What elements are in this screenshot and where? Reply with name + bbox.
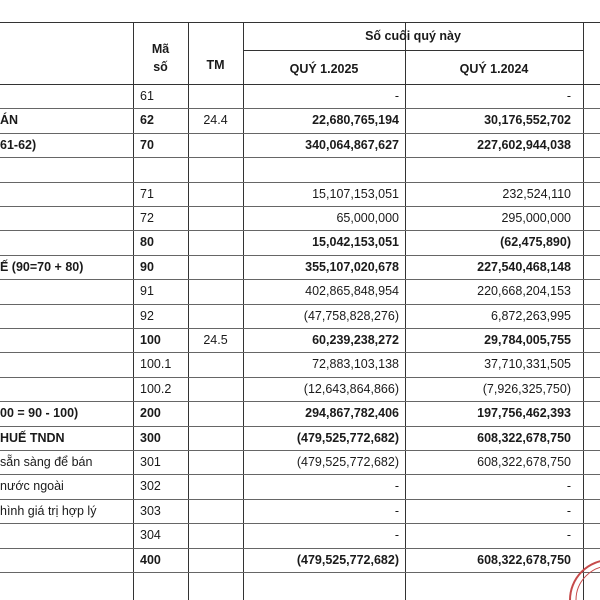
cell-code: 61 — [140, 89, 154, 103]
cell-v2024: - — [566, 479, 571, 494]
cell-code: 300 — [140, 430, 161, 445]
cell-v2025: 60,239,238,272 — [312, 333, 399, 347]
cell-v2024: 232,524,110 — [502, 186, 571, 201]
cell-code: 92 — [140, 308, 154, 323]
row-divider — [0, 255, 600, 256]
cell-v2025: 294,867,782,406 — [305, 406, 399, 421]
cell-tm: 24.5 — [203, 333, 228, 347]
cell-v2024: 197,756,462,393 — [477, 406, 571, 421]
cell-v2024: 295,000,000 — [501, 211, 571, 225]
cell-code: 62 — [140, 113, 154, 128]
cell-code: 400 — [140, 552, 161, 567]
header-so-cuoi-quy-nay: Số cuối quý này — [365, 29, 461, 43]
cell-v2025: 355,107,020,678 — [305, 259, 399, 274]
header-tm: TM — [206, 58, 225, 72]
cell-desc: nước ngoài — [0, 479, 64, 494]
row-divider — [0, 523, 600, 524]
header-quy-2025: QUÝ 1.2025 — [289, 62, 359, 76]
row-divider — [0, 352, 600, 353]
cell-v2025: (47,758,828,276) — [303, 308, 399, 323]
cell-desc: ÁN — [0, 113, 19, 128]
cell-code: 90 — [140, 259, 154, 274]
header-quy-2024: QUÝ 1.2024 — [459, 62, 529, 76]
header-mid-line — [243, 50, 583, 51]
cell-v2025: (12,643,864,866) — [303, 381, 399, 396]
header-ma-so: Mã số — [151, 42, 170, 74]
row-divider — [0, 206, 600, 207]
row-divider — [0, 328, 600, 329]
row-divider — [0, 157, 600, 158]
cell-desc: Ế (90=70 + 80) — [0, 259, 84, 274]
cell-v2024: (62,475,890) — [500, 235, 571, 250]
row-divider — [0, 108, 600, 109]
header-bottom-line — [0, 84, 600, 85]
cell-desc: HUẾ TNDN — [0, 430, 65, 445]
cell-desc: hình giá trị hợp lý — [0, 503, 97, 518]
row-divider — [0, 182, 600, 183]
cell-v2024: 6,872,263,995 — [491, 308, 571, 323]
cell-tm: 24.4 — [203, 113, 228, 128]
row-divider — [0, 279, 600, 280]
row-divider — [0, 133, 600, 134]
row-divider — [0, 499, 600, 500]
cell-code: 72 — [140, 211, 154, 225]
cell-v2025: - — [394, 503, 399, 518]
cell-v2025: (479,525,772,682) — [296, 455, 399, 469]
cell-v2024: (7,926,325,750) — [482, 381, 571, 396]
cell-code: 71 — [140, 186, 154, 201]
cell-v2025: 15,042,153,051 — [312, 235, 399, 250]
cell-code: 302 — [140, 479, 161, 494]
cell-v2024: - — [566, 528, 571, 543]
cell-v2024: 608,322,678,750 — [477, 430, 571, 445]
cell-v2024: 29,784,005,755 — [484, 333, 571, 347]
cell-desc: sẵn sàng để bán — [0, 455, 93, 469]
cell-code: 91 — [140, 284, 154, 299]
row-divider — [0, 304, 600, 305]
row-divider — [0, 426, 600, 427]
cell-v2025: (479,525,772,682) — [296, 430, 399, 445]
cell-code: 70 — [140, 137, 154, 152]
cell-v2024: 608,322,678,750 — [477, 455, 571, 469]
cell-v2024: 227,540,468,148 — [477, 259, 571, 274]
cell-code: 80 — [140, 235, 154, 250]
cell-v2025: - — [394, 528, 399, 543]
cell-v2025: 15,107,153,051 — [312, 186, 399, 201]
cell-code: 303 — [140, 503, 161, 518]
cell-v2025: 72,883,103,138 — [312, 357, 399, 372]
cell-v2024: 608,322,678,750 — [477, 552, 571, 567]
cell-code: 100 — [140, 333, 161, 347]
row-divider — [0, 450, 600, 451]
cell-v2025: 402,865,848,954 — [305, 284, 399, 299]
cell-code: 301 — [140, 455, 161, 469]
cell-v2024: - — [566, 89, 571, 103]
cell-v2025: 340,064,867,627 — [305, 137, 399, 152]
cell-v2025: 22,680,765,194 — [312, 113, 399, 128]
seal-stamp-fragment — [562, 538, 600, 600]
row-divider — [0, 230, 600, 231]
row-divider — [0, 572, 600, 573]
cell-v2024: - — [566, 503, 571, 518]
cell-code: 100.2 — [140, 381, 172, 396]
cell-desc: 61-62) — [0, 137, 37, 152]
cell-v2025: - — [394, 89, 399, 103]
cell-desc: 00 = 90 - 100) — [0, 406, 79, 421]
row-divider — [0, 548, 600, 549]
header-top-line — [0, 22, 600, 23]
cell-code: 304 — [140, 528, 161, 543]
cell-v2024: 37,710,331,505 — [484, 357, 571, 372]
cell-v2024: 220,668,204,153 — [477, 284, 571, 299]
row-divider — [0, 474, 600, 475]
cell-code: 200 — [140, 406, 161, 421]
row-divider — [0, 401, 600, 402]
cell-code: 100.1 — [140, 357, 172, 372]
cell-v2025: - — [394, 479, 399, 494]
cell-v2025: (479,525,772,682) — [296, 552, 399, 567]
cell-v2025: 65,000,000 — [336, 211, 399, 225]
cell-v2024: 227,602,944,038 — [477, 137, 571, 152]
row-divider — [0, 377, 600, 378]
cell-v2024: 30,176,552,702 — [484, 113, 571, 128]
